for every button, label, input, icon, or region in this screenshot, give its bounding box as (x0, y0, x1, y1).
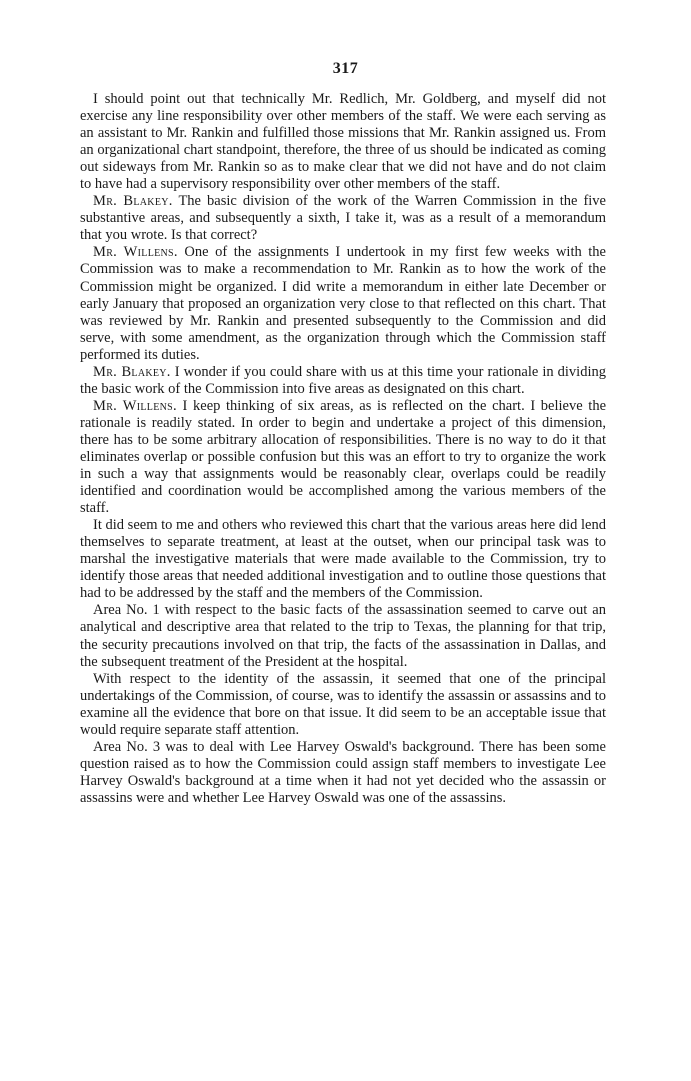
page-number: 317 (332, 60, 359, 77)
paragraph (80, 398, 606, 517)
paragraph (80, 364, 606, 398)
paragraph-text: It did seem to me and others who reviewed this chart that the various areas here did lend themselves to separate treatment, at least at the outset, when our principal task was to marshal the investigative materials that were made available to the Commission, try to identify those areas that needed additional investigation and to outline those questions that had to be addressed by the staff and the members of the Commission. (80, 517, 606, 602)
paragraph (80, 517, 606, 602)
paragraph (80, 193, 606, 244)
paragraph-text: I keep thinking of six areas, as is reflected on the chart. I believe the rationale is readily stated. In order to begin and undertake a project of this dimension, there has to be some arbitrary allocation of responsibilities. There is no way to do it that eliminates overlap or possible confusion but this was an effort to try to organize the work in such a way that assignments would be reasonably clear, overlaps could be readily identified and coordination would be accomplished among the various members of the staff. (80, 397, 607, 517)
speaker-name: Mr. Willens. (93, 397, 177, 414)
paragraph-text: With respect to the identity of the assassin, it seemed that one of the principal undertakings of the Commission, of course, was to identify the assassin or assassins and to examine all the evidence that bore on that issue. It did seem to be an acceptable issue that would require separate staff attention. (80, 670, 606, 738)
paragraph-text: Area No. 3 was to deal with Lee Harvey Oswald's background. There has been some question raised as to how the Commission could assign staff members to investigate Lee Harvey Oswald's background at a time when it had not yet decided who the assassin or assassins were and whether Lee Harvey Oswald was one of the assassins. (80, 738, 606, 806)
paragraph (80, 91, 606, 193)
paragraph-text: One of the assignments I undertook in my first few weeks with the Commission was to make a recommendation to Mr. Rankin as to how the work of the Commission might be organized. I did write a memorandum in either late December or early January that proposed an organization very close to that reflected on this chart. That was reviewed by Mr. Rankin and presented subsequently to the Commission and did serve, with some amendment, as the organization through which the Commission staff performed its duties. (80, 244, 606, 363)
paragraph-text: I wonder if you could share with us at this time your rationale in dividing the basic work of the Commission into five areas as designated on this chart. (80, 363, 606, 397)
speaker-name: Mr. Blakey. (93, 193, 173, 210)
paragraph (80, 602, 606, 670)
paragraph-text: The basic division of the work of the Warren Commission in the five substantive areas, and subsequently a sixth, I take it, was as a result of a memorandum that you wrote. Is that correct? (80, 193, 606, 244)
paragraph (80, 244, 606, 363)
paragraph (80, 671, 606, 739)
body-text (80, 91, 606, 807)
speaker-name: Mr. Blakey. (93, 363, 171, 380)
speaker-name: Mr. Willens. (93, 244, 178, 261)
paragraph-text: Area No. 1 with respect to the basic facts of the assassination seemed to carve out an analytical and descriptive area that related to the trip to Texas, the planning for that trip, the security precautions involved on that trip, the facts of the assassination in Dallas, and the subsequent treatment of the President at the hospital. (80, 602, 606, 670)
paragraph (80, 739, 606, 807)
paragraph-text: I should point out that technically Mr. Redlich, Mr. Goldberg, and myself did not exercise any line responsibility over other members of the staff. We were each serving as an assistant to Mr. Rankin and fulfilled those missions that Mr. Rankin assigned us. From an organizational chart standpoint, therefore, the three of us should be indicated as coming out sideways from Mr. Rankin so as to make clear that we did not have and do not claim to have had a supervisory responsibility over other members of the staff. (80, 91, 606, 193)
